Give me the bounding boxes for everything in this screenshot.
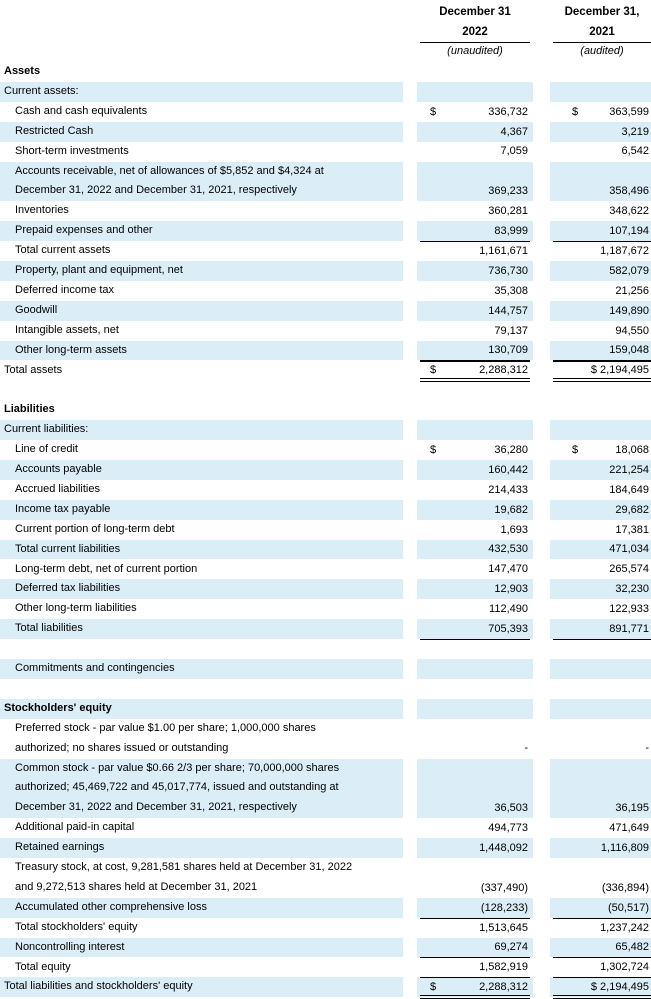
double-underline bbox=[553, 995, 651, 999]
line-item-label: Accounts payable bbox=[15, 463, 102, 475]
line-item-row bbox=[0, 938, 651, 958]
value-2022: 12,903 bbox=[494, 583, 528, 596]
value-2022: 130,709 bbox=[488, 344, 528, 357]
line-item-row bbox=[0, 122, 651, 142]
line-item-row bbox=[0, 560, 651, 580]
line-item-label: Prepaid expenses and other bbox=[15, 224, 153, 237]
double-underline bbox=[420, 995, 530, 999]
value-2022: 147,470 bbox=[488, 563, 528, 576]
line-item-label: Intangible assets, net bbox=[15, 323, 119, 336]
line-item-label: Assets bbox=[4, 65, 41, 77]
value-2021: 29,682 bbox=[615, 503, 649, 516]
value-2021: $ 2,194,495 bbox=[590, 981, 649, 994]
value-2022: 36,280 bbox=[494, 443, 528, 456]
line-item-row bbox=[0, 321, 651, 341]
line-item-row bbox=[0, 440, 651, 460]
line-item-label: Line of credit bbox=[15, 443, 78, 456]
sum-line bbox=[420, 361, 530, 362]
line-item-row bbox=[0, 679, 651, 699]
value-2021: 36,195 bbox=[615, 802, 649, 815]
line-item-label: Accumulated other comprehensive loss bbox=[15, 900, 207, 913]
col1-header-line3: (unaudited) bbox=[447, 45, 503, 57]
value-2021: 107,194 bbox=[609, 225, 649, 238]
value-2022: (128,233) bbox=[480, 901, 528, 914]
value-2022: 69,274 bbox=[494, 941, 528, 954]
value-2021: 1,237,242 bbox=[600, 921, 649, 934]
value-2021: 582,079 bbox=[609, 264, 649, 277]
value-2022: 4,367 bbox=[500, 125, 528, 138]
line-item-label: Noncontrolling interest bbox=[15, 940, 125, 953]
line-item-row bbox=[0, 201, 651, 221]
line-item-label: and 9,272,513 shares held at December 31, 2021 bbox=[15, 880, 258, 893]
value-2021: 159,048 bbox=[609, 344, 649, 357]
line-item-label: Current liabilities: bbox=[4, 423, 89, 436]
line-item-row bbox=[0, 221, 651, 241]
value-2022: 736,730 bbox=[488, 264, 528, 277]
line-item-row bbox=[0, 719, 651, 759]
line-item-row bbox=[0, 918, 651, 938]
line-item-row bbox=[0, 639, 651, 659]
line-item-label: Property, plant and equipment, net bbox=[15, 264, 183, 276]
value-2021: 265,574 bbox=[609, 563, 649, 576]
col2-header-line3: (audited) bbox=[580, 45, 624, 57]
value-2022: 35,308 bbox=[494, 284, 528, 297]
line-item-row bbox=[0, 380, 651, 400]
value-2021: 363,599 bbox=[609, 105, 649, 118]
line-item-row bbox=[0, 699, 651, 719]
line-item-label: Common stock - par value $0.66 2/3 per share; 70,000,000 shares bbox=[15, 761, 340, 774]
currency-symbol: $ bbox=[430, 105, 437, 118]
value-2021: 221,254 bbox=[609, 463, 649, 476]
line-item-row bbox=[0, 579, 651, 599]
value-2022: 369,233 bbox=[488, 185, 528, 198]
value-2021: 18,068 bbox=[615, 443, 649, 456]
value-2022: 160,442 bbox=[488, 463, 528, 476]
line-item-row bbox=[0, 341, 651, 361]
line-item-label: Short-term investments bbox=[15, 144, 129, 157]
line-item-label: authorized; no shares issued or outstanding bbox=[15, 741, 229, 754]
line-item-row bbox=[0, 500, 651, 520]
line-item-row bbox=[0, 540, 651, 560]
line-item-label: Restricted Cash bbox=[15, 124, 94, 137]
value-2021: (336,894) bbox=[601, 881, 649, 894]
line-item-label: Income tax payable bbox=[15, 502, 111, 515]
line-item-row bbox=[0, 480, 651, 500]
line-item-label: Total current assets bbox=[15, 244, 111, 257]
value-2021: 184,649 bbox=[609, 483, 649, 496]
col2-header-line1: December 31, bbox=[564, 6, 640, 18]
value-2021: 94,550 bbox=[615, 324, 649, 337]
line-item-label: Total current liabilities bbox=[15, 542, 121, 555]
line-item-row bbox=[0, 142, 651, 162]
value-2022: 494,773 bbox=[488, 822, 528, 835]
value-2022: (337,490) bbox=[480, 881, 528, 894]
line-item-row bbox=[0, 759, 651, 819]
value-2022: 1,448,092 bbox=[479, 841, 528, 854]
line-item-row bbox=[0, 858, 651, 898]
value-2022: - bbox=[524, 742, 528, 755]
value-2022: 144,757 bbox=[488, 304, 528, 317]
value-2022: 112,490 bbox=[489, 603, 528, 616]
line-item-row bbox=[0, 162, 651, 202]
value-2021: 358,496 bbox=[609, 185, 649, 198]
value-2022: 1,161,671 bbox=[479, 244, 528, 257]
col2-header-line2: 2021 bbox=[589, 26, 615, 38]
sum-line bbox=[420, 977, 530, 978]
line-item-row bbox=[0, 420, 651, 440]
line-item-label: Treasury stock, at cost, 9,281,581 shares held at December 31, 2022 bbox=[15, 861, 353, 873]
line-item-label: Commitments and contingencies bbox=[15, 662, 175, 674]
line-item-label: Preferred stock - par value $1.00 per share; 1,000,000 shares bbox=[15, 721, 316, 734]
line-item-row bbox=[0, 82, 651, 102]
line-item-label: Deferred income tax bbox=[15, 283, 115, 296]
value-2021: 21,256 bbox=[615, 284, 649, 297]
value-2022: 19,682 bbox=[494, 503, 528, 516]
line-item-row bbox=[0, 460, 651, 480]
line-item-row bbox=[0, 102, 651, 122]
line-item-row bbox=[0, 520, 651, 540]
currency-symbol: $ bbox=[572, 443, 579, 456]
currency-symbol: $ bbox=[572, 105, 579, 118]
line-item-label: Stockholders' equity bbox=[4, 701, 112, 714]
currency-symbol: $ bbox=[430, 364, 437, 377]
line-item-row bbox=[0, 400, 651, 420]
value-2021: 471,034 bbox=[609, 543, 649, 556]
currency-symbol: $ bbox=[430, 981, 437, 994]
value-2022: 432,530 bbox=[488, 543, 528, 556]
value-2022: 1,693 bbox=[500, 523, 528, 536]
line-item-row bbox=[0, 62, 651, 82]
sum-line bbox=[553, 977, 651, 978]
value-2021: 3,219 bbox=[621, 125, 649, 138]
value-2022: 214,433 bbox=[488, 483, 528, 496]
value-2021: 65,482 bbox=[615, 941, 649, 954]
line-item-label: Other long-term liabilities bbox=[15, 602, 137, 615]
line-item-row bbox=[0, 977, 651, 997]
value-2021: 1,187,672 bbox=[600, 244, 649, 257]
line-item-label: December 31, 2022 and December 31, 2021, respectively bbox=[15, 801, 297, 814]
line-item-label: Accrued liabilities bbox=[15, 482, 100, 495]
line-item-label: Total liabilities bbox=[15, 622, 83, 635]
line-item-label: Total assets bbox=[4, 363, 63, 376]
line-item-label: authorized; 45,469,722 and 45,017,774, issued and outstanding at bbox=[15, 781, 339, 794]
line-item-label: Total liabilities and stockholders' equity bbox=[4, 980, 193, 993]
line-item-row bbox=[0, 301, 651, 321]
value-2022: 360,281 bbox=[488, 205, 528, 218]
line-item-row bbox=[0, 281, 651, 301]
line-item-label: Retained earnings bbox=[15, 841, 105, 854]
line-item-label: Goodwill bbox=[15, 303, 58, 316]
value-2021: 17,381 bbox=[615, 523, 649, 536]
sum-line bbox=[553, 361, 651, 362]
col1-header-line1: December 31 bbox=[439, 6, 511, 18]
value-2022: 7,059 bbox=[500, 145, 528, 158]
line-item-row bbox=[0, 958, 651, 978]
line-item-label: Accounts receivable, net of allowances of $5,852 and $4,324 at bbox=[15, 164, 324, 177]
value-2021: 6,542 bbox=[621, 145, 649, 158]
line-item-row bbox=[0, 898, 651, 918]
value-2022: 79,137 bbox=[494, 324, 528, 337]
value-2022: 1,582,919 bbox=[479, 961, 528, 974]
line-item-label: Inventories bbox=[15, 204, 69, 217]
value-2022: 705,393 bbox=[488, 623, 528, 636]
line-item-label: Deferred tax liabilities bbox=[15, 582, 121, 595]
line-item-row bbox=[0, 599, 651, 619]
value-2022: 83,999 bbox=[494, 225, 528, 238]
value-2022: 1,513,645 bbox=[479, 921, 528, 934]
value-2021: - bbox=[645, 742, 649, 755]
line-item-label: Total equity bbox=[15, 960, 71, 973]
value-2021: 891,771 bbox=[609, 623, 649, 636]
line-item-row bbox=[0, 619, 651, 639]
line-item-row bbox=[0, 659, 651, 679]
value-2021: 32,230 bbox=[615, 583, 649, 596]
column-header bbox=[0, 0, 651, 62]
line-item-label: December 31, 2022 and December 31, 2021, respectively bbox=[15, 184, 297, 197]
line-item-label: Long-term debt, net of current portion bbox=[15, 562, 198, 575]
value-2022: 336,732 bbox=[488, 105, 528, 118]
line-item-label: Total stockholders' equity bbox=[15, 920, 138, 933]
line-item-label: Current assets: bbox=[4, 84, 79, 97]
currency-symbol: $ bbox=[430, 443, 437, 456]
line-item-label: Current portion of long-term debt bbox=[15, 522, 175, 535]
col1-header-line2: 2022 bbox=[462, 26, 488, 38]
value-2021: $ 2,194,495 bbox=[590, 364, 649, 377]
line-item-row bbox=[0, 818, 651, 838]
value-2021: 149,890 bbox=[609, 304, 649, 317]
line-item-row bbox=[0, 241, 651, 261]
value-2021: 1,302,724 bbox=[600, 961, 649, 974]
line-item-label: Additional paid-in capital bbox=[15, 821, 135, 834]
value-2021: 348,622 bbox=[609, 205, 649, 218]
value-2021: 1,116,809 bbox=[600, 841, 649, 854]
value-2022: 2,288,312 bbox=[479, 364, 528, 377]
value-2021: 471,649 bbox=[609, 822, 649, 835]
line-item-row bbox=[0, 261, 651, 281]
line-item-row bbox=[0, 838, 651, 858]
value-2021: (50,517) bbox=[608, 901, 649, 914]
line-item-row bbox=[0, 361, 651, 381]
line-item-label: Cash and cash equivalents bbox=[15, 104, 148, 117]
line-item-label: Other long-term assets bbox=[15, 343, 127, 356]
line-item-label: Liabilities bbox=[4, 403, 55, 416]
value-2021: 122,933 bbox=[609, 603, 649, 616]
value-2022: 36,503 bbox=[494, 802, 528, 815]
value-2022: 2,288,312 bbox=[479, 981, 528, 994]
